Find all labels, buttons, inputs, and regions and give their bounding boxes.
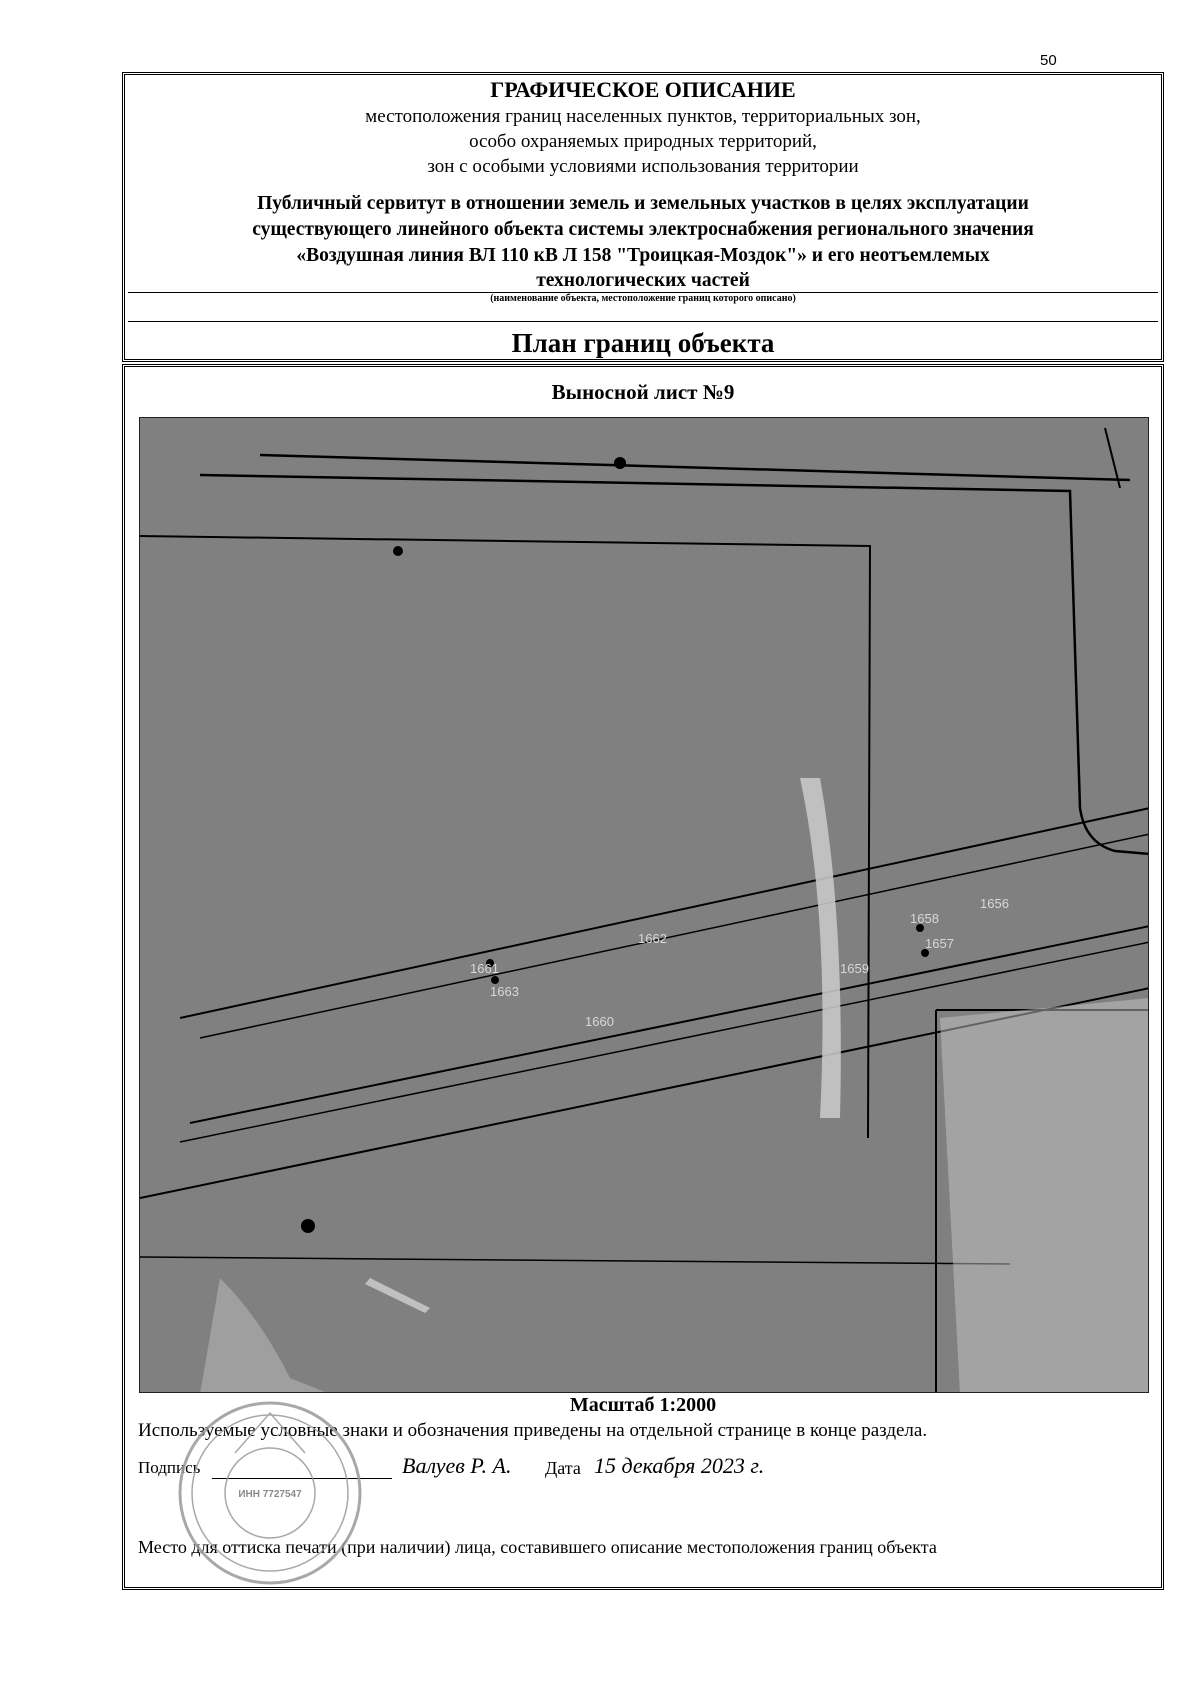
sheet-title: Выносной лист №9 — [551, 380, 735, 404]
object-name-line-3: «Воздушная линия ВЛ 110 кВ Л 158 "Троицкая-Моздок"» и его неотъемлемых — [296, 245, 990, 266]
object-name-line-4: технологических частей — [536, 270, 750, 291]
seal-note: Место для оттиска печати (при наличии) лица, составившего описание местоположения границ объекта — [138, 1537, 937, 1557]
point — [614, 457, 626, 469]
date-label: Дата — [545, 1458, 581, 1478]
legend-note: Используемые условные знаки и обозначения приведены на отдельной странице в конце раздела. — [138, 1420, 928, 1441]
object-caption: (наименование объекта, местоположение границ которого описано) — [490, 293, 796, 304]
subtitle-line-3: зон с особыми условиями использования территории — [427, 156, 859, 177]
point-label: 1659 — [840, 961, 869, 976]
point-label: 1656 — [980, 896, 1009, 911]
object-name-line-2: существующего линейного объекта системы электроснабжения регионального значения — [252, 219, 1034, 240]
light-strip — [800, 778, 841, 1118]
road-edge-bottom — [140, 1257, 1010, 1264]
object-name-line-1: Публичный сервитут в отношении земель и земельных участков в целях эксплуатации — [257, 193, 1029, 214]
point-label: 1661 — [470, 961, 499, 976]
point-label: 1662 — [638, 931, 667, 946]
point-label: 1660 — [585, 1014, 614, 1029]
light-block-right — [940, 998, 1149, 1393]
signer-name: Валуев Р. А. — [402, 1453, 512, 1478]
point-label: 1658 — [910, 911, 939, 926]
map-drawing — [140, 418, 1149, 1393]
point — [491, 976, 499, 984]
header-rule-2 — [128, 321, 1158, 322]
line-corridor-2 — [200, 834, 1149, 1038]
point-label: 1657 — [925, 936, 954, 951]
point — [301, 1219, 315, 1233]
stamp-graphic — [175, 1393, 365, 1593]
parcel-boundary-right — [200, 475, 1149, 854]
light-bar — [365, 1278, 430, 1313]
signature-label: Подпись — [138, 1458, 201, 1477]
page-number: 50 — [1040, 52, 1057, 69]
line-corridor-1 — [180, 808, 1149, 1018]
scale-label: Масштаб 1:2000 — [569, 1394, 717, 1416]
document-title: ГРАФИЧЕСКОЕ ОПИСАНИЕ — [490, 77, 796, 102]
plan-title: План границ объекта — [511, 328, 775, 358]
light-area-bottom-left — [200, 1278, 330, 1393]
date-value: 15 декабря 2023 г. — [594, 1453, 765, 1478]
boundary-map — [139, 417, 1149, 1393]
point-label: 1663 — [490, 984, 519, 999]
company-stamp — [175, 1393, 365, 1598]
point — [393, 546, 403, 556]
svg-text:ИНН 7727547: ИНН 7727547 — [238, 1489, 302, 1500]
subtitle-line-1: местоположения границ населенных пунктов, территориальных зон, — [365, 106, 921, 127]
subtitle-line-2: особо охраняемых природных территорий, — [469, 131, 817, 152]
road-edge-top — [260, 455, 1130, 480]
light-areas — [200, 778, 1149, 1393]
parcel-boundary-left — [140, 536, 870, 1138]
